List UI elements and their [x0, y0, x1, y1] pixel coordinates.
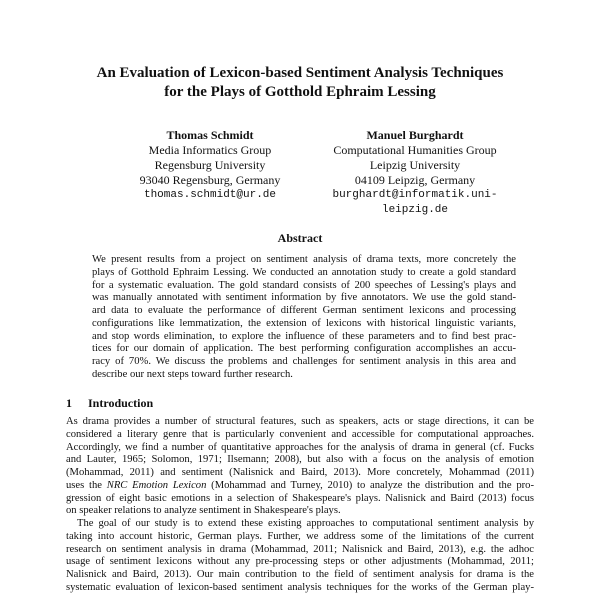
body-line: Accordingly, we find a number of quantitative approaches for the analysis of drama in general (cf. Fucks	[66, 441, 534, 453]
author-block-2	[300, 128, 530, 218]
author-university: Regensburg University	[154, 158, 266, 172]
body-line: Nalisnick and Baird, 2013). Our main contribution to the field of sentiment analysis for drama is the	[66, 569, 534, 580]
abstract-line: describe our next steps toward further research.	[92, 368, 293, 380]
abstract-heading: Abstract	[277, 231, 323, 245]
author-name: Thomas Schmidt	[166, 128, 254, 142]
body-line: on speaker relations to analyze sentiment in Shakespeare's plays.	[66, 505, 341, 517]
body-line: usage of sentiment lexicons without any pre-processing steps or other adjustments (Mohammad, 2011;	[66, 556, 534, 568]
abstract-line: and stop words elimination, to explore the influence of these parameters and to find best prac-	[92, 330, 516, 342]
body-line: The goal of our study is to extend these existing approaches to computational sentiment analysis by	[77, 518, 534, 529]
author-email-line-2[interactable]: leipzig.de	[381, 204, 448, 216]
body-line: systematic evaluation of lexicon-based sentiment analysis techniques for the works of the German play-	[66, 581, 534, 593]
body-line: research on sentiment analysis in drama (Mohammad, 2011; Nalisnick and Baird, 2013), e.g. the adhoc	[66, 543, 534, 555]
section-number: 1	[66, 396, 72, 410]
section-title: Introduction	[88, 396, 154, 410]
section-heading	[66, 396, 153, 411]
body-line: gression of eight basic emotions in a selection of Shakespeare's plays. Nalisnick and Baird (2013) focus	[66, 492, 534, 504]
author-group: Computational Humanities Group	[333, 143, 497, 157]
author-name: Manuel Burghardt	[366, 128, 464, 142]
abstract-line: tices for our domain of application. The best performing configuration accomplishes an accu-	[92, 343, 516, 355]
abstract-line: We present results from a project on sentiment analysis of drama texts, more concretely the	[92, 254, 516, 265]
title-line-2: for the Plays of Gotthold Ephraim Lessing	[164, 84, 436, 100]
body-line: and Lauter, 1965; Solomon, 1971; Ilsemann; 2008), but also with a focus on the analysis of emotion	[66, 454, 534, 466]
author-email[interactable]: thomas.schmidt@ur.de	[143, 189, 277, 201]
author-block-1	[95, 128, 325, 203]
lexicon-name: NRC Emotion Lexicon	[106, 479, 207, 491]
author-city: 04109 Leipzig, Germany	[354, 173, 476, 187]
abstract-line: configurations like lemmatization, the extension of lexicons with historical linguistic variants,	[92, 317, 516, 329]
body-line	[66, 480, 534, 493]
author-city: 93040 Regensburg, Germany	[139, 173, 281, 187]
abstract-line: ard data to evaluate the performance of different German sentiment lexicons and processing	[92, 305, 516, 316]
abstract-line: racy of 70%. We discuss the problems and challenges for sentiment analysis in this area and	[92, 356, 516, 367]
body-text: (Mohammad and Turney, 2010) to analyze the distribution and the pro-	[206, 479, 534, 491]
body-line: considered a literary genre that is particularly convenient and accessible for computational approaches.	[66, 428, 534, 440]
abstract-line: plays of Gotthold Ephraim Lessing. We conducted an annotation study to create a gold standard	[92, 266, 516, 278]
abstract-line: was manually annotated with sentiment information by five annotators. We use the gold stand-	[92, 292, 516, 304]
body-line: As drama provides a number of structural features, such as speakers, acts or stage directions, it can be	[66, 416, 534, 427]
abstract-body	[92, 254, 516, 382]
paper-title	[40, 64, 560, 102]
body-line: (Mohammad, 2011) and sentiment (Nalisnick and Baird, 2013). More concretely, Mohammad (2011)	[66, 467, 534, 478]
author-university: Leipzig University	[369, 158, 461, 172]
author-group: Media Informatics Group	[148, 143, 272, 157]
body-text: uses the	[66, 479, 107, 491]
title-line-1: An Evaluation of Lexicon-based Sentiment Analysis Techniques	[96, 65, 504, 81]
section-body	[66, 416, 534, 595]
body-line: taking into account historic, German plays. Further, we address some of the limitations of the current	[66, 530, 534, 542]
abstract-line: for a systematic evaluation. The gold standard consists of 200 speeches of Lessing's plays and	[92, 279, 516, 291]
author-email-line-1[interactable]: burghardt@informatik.uni-	[332, 189, 498, 201]
